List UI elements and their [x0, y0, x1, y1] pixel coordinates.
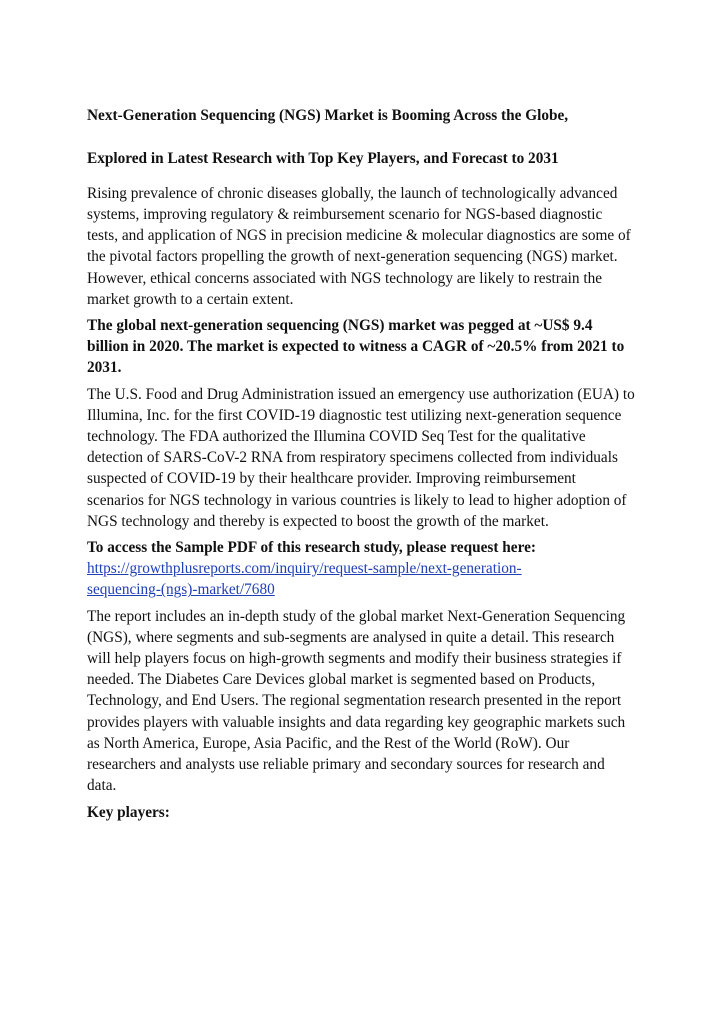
title-line-1: Next-Generation Sequencing (NGS) Market is Booming Across the Globe,: [87, 107, 569, 125]
sample-link-line-1[interactable]: https://growthplusreports.com/inquiry/request-sample/next-generation-: [87, 560, 522, 578]
intro-paragraph: Rising prevalence of chronic diseases globally, the launch of technologically advanced systems, improving regulatory & reimbursement scenario for NGS-based diagnostic tests, and application of NGS in precision medicine & molecular diagnostics are some of the pivotal factors propelling the growth of next-generation sequencing (NGS) market. However, ethical concerns associated with NGS technology are likely to restrain the market growth to a certain extent.: [87, 184, 631, 308]
document-title: [87, 84, 635, 169]
title-line-2: Explored in Latest Research with Top Key Players, and Forecast to 2031: [87, 149, 559, 167]
report-scope-paragraph: The report includes an in-depth study of the global market Next-Generation Sequencing (NGS), where segments and sub-segments are analysed in quite a detail. This research will help players focus on high-growth segments and modify their business strategies if needed. The Diabetes Care Devices global market is segmented based on Products, Technology, and End Users. The regional segmentation research presented in the report provides players with valuable insights and data regarding key geographic markets such as North America, Europe, Asia Pacific, and the Rest of the World (RoW). Our researchers and analysts use reliable primary and secondary sources for research and data.: [87, 607, 626, 795]
document-page: [87, 84, 635, 823]
fda-paragraph: The U.S. Food and Drug Administration issued an emergency use authorization (EUA) to Illumina, Inc. for the first COVID-19 diagnostic test utilizing next-generation sequence technology. The FDA authorized the Illumina COVID Seq Test for the qualitative detection of SARS-CoV-2 RNA from respiratory specimens collected from individuals suspected of COVID-19 by their healthcare provider. Improving reimbursement scenarios for NGS technology in various countries is likely to lead to higher adoption of NGS technology and thereby is expected to boost the growth of the market.: [87, 385, 635, 530]
sample-request-link[interactable]: [87, 558, 635, 600]
sample-link-line-2[interactable]: sequencing-(ngs)-market/7680: [87, 581, 275, 599]
market-size-highlight: The global next-generation sequencing (NGS) market was pegged at ~US$ 9.4 billion in 2020. The market is expected to witness a CAGR of ~20.5% from 2021 to 2031.: [87, 317, 625, 377]
sample-request-block: [87, 537, 635, 601]
key-players-heading: Key players:: [87, 803, 170, 821]
sample-request-label: To access the Sample PDF of this research study, please request here:: [87, 539, 536, 557]
